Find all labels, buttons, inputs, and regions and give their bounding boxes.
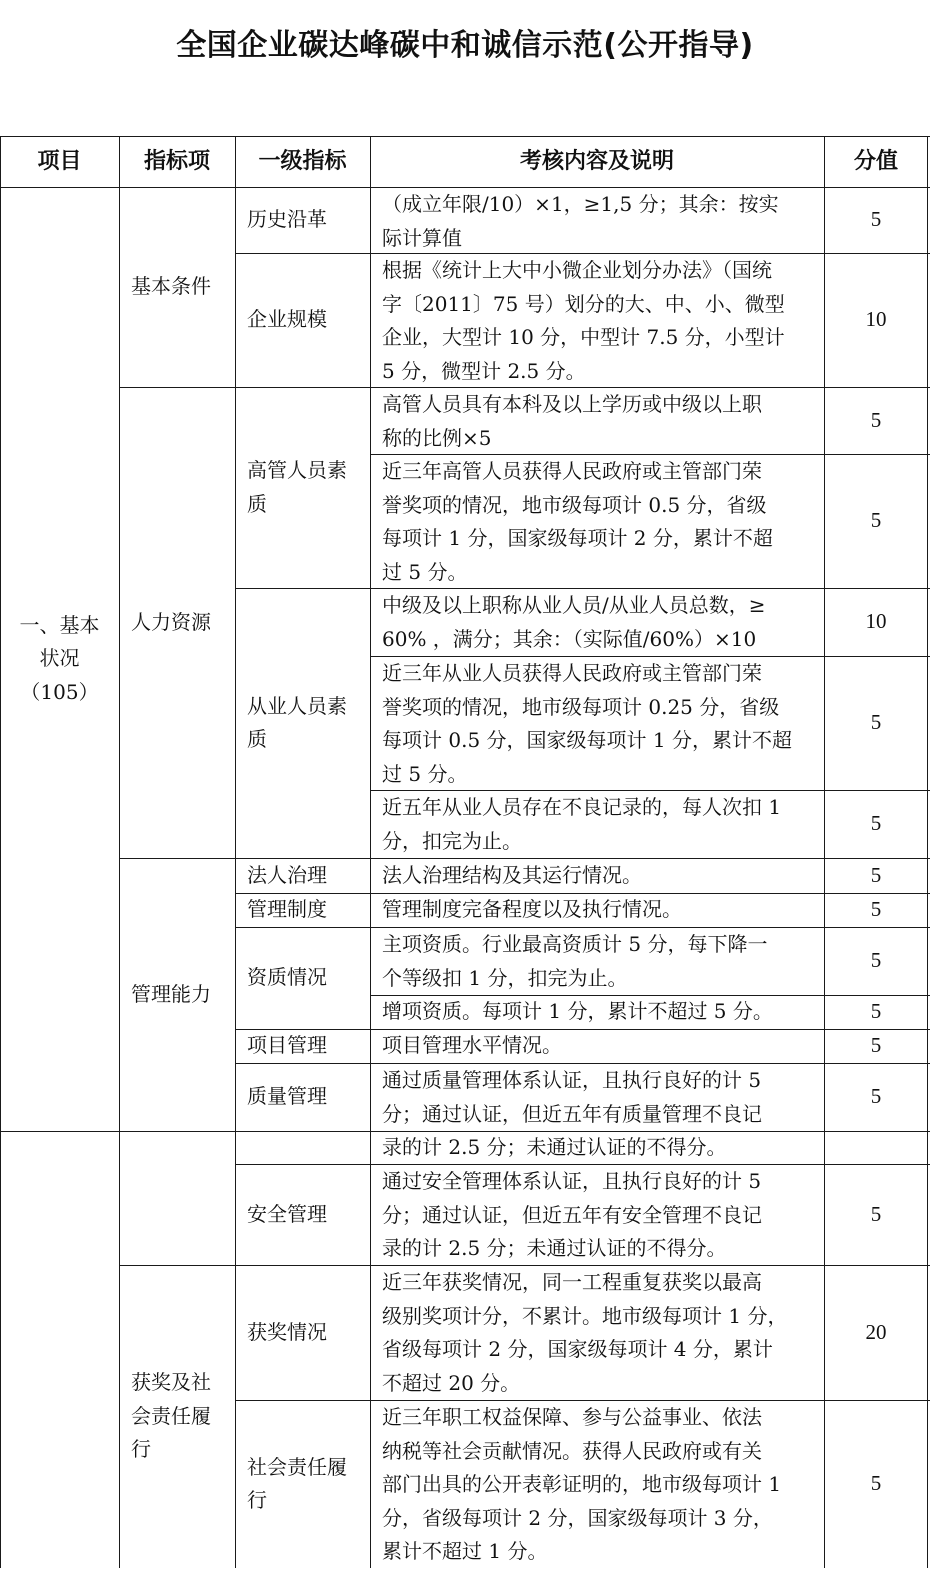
level1-employees-text	[247, 690, 347, 757]
category-management-ability	[119, 858, 235, 1131]
content-row-15	[370, 1164, 824, 1265]
score-row-12-line: 5	[870, 1033, 882, 1058]
col-border-2	[235, 136, 236, 1568]
score-row-5-text	[866, 605, 887, 639]
content-row-16-line: 省级每项计 2 分，国家级每项计 4 分，累计	[382, 1337, 773, 1361]
score-row-15-line: 5	[870, 1201, 882, 1226]
score-row-17	[824, 1400, 928, 1568]
content-separator	[370, 995, 930, 996]
category-separator	[119, 387, 930, 388]
header-project	[0, 136, 119, 187]
score-row-3	[824, 387, 928, 454]
category-basic-conditions-line: 基本条件	[131, 274, 211, 299]
table-top-border	[0, 136, 930, 137]
content-row-6-line: 誉奖项的情况，地市级每项计 0.25 分，省级	[382, 694, 780, 719]
score-row-4-line: 5	[870, 508, 882, 533]
page-break-border	[0, 1131, 930, 1132]
header-bottom-border	[0, 187, 930, 188]
header-score-text	[854, 145, 898, 179]
content-row-13	[370, 1063, 824, 1131]
content-row-4-line: 每项计 1 分，国家级每项计 2 分，累计不超	[382, 526, 773, 550]
content-row-5-line: 60% ，满分；其余：（实际值/60%）×10	[382, 626, 757, 651]
content-row-12-line: 项目管理水平情况。	[382, 1033, 562, 1058]
content-row-17	[370, 1400, 824, 1568]
header-project-text	[37, 145, 81, 179]
score-row-7	[824, 790, 928, 858]
content-row-14	[370, 1131, 824, 1164]
content-row-8-text	[382, 859, 642, 893]
level1-separator	[235, 1400, 930, 1401]
score-row-9-text	[871, 893, 882, 927]
score-row-7-line: 5	[870, 811, 882, 836]
level1-safety-mgmt	[235, 1164, 370, 1265]
score-row-10-line: 5	[870, 948, 882, 973]
level1-awards-line: 获奖情况	[247, 1319, 327, 1344]
score-row-5	[824, 588, 928, 656]
level1-governance-line: 法人治理	[247, 862, 327, 887]
level1-employees-line: 从业人员素	[247, 693, 347, 718]
content-separator	[370, 656, 930, 657]
score-row-16-text	[866, 1316, 887, 1350]
score-row-6-line: 5	[870, 710, 882, 735]
content-row-3-text	[382, 388, 762, 455]
content-row-17-line: 分，省级每项计 2 分，国家级每项计 3 分，	[382, 1505, 773, 1530]
content-separator	[370, 790, 930, 791]
content-row-4-line: 过 5 分。	[382, 559, 468, 584]
score-row-15	[824, 1164, 928, 1265]
content-row-1-line: 际计算值	[382, 225, 462, 250]
category-awards-social-text	[131, 1366, 211, 1467]
score-row-10	[824, 927, 928, 995]
level1-social	[235, 1400, 370, 1568]
score-row-5-line: 10	[865, 609, 887, 634]
content-row-15-line: 分；通过认证，但近五年有安全管理不良记	[382, 1202, 762, 1227]
content-row-4-line: 誉奖项的情况，地市级每项计 0.5 分，省级	[382, 492, 767, 517]
level1-safety-mgmt-line: 安全管理	[247, 1201, 327, 1226]
level1-awards-text	[247, 1316, 327, 1350]
header-level1	[235, 136, 370, 187]
level1-executives-line: 质	[247, 491, 267, 516]
content-row-15-line: 通过安全管理体系认证，且执行良好的计 5	[382, 1169, 762, 1193]
content-row-17-line: 近三年职工权益保障、参与公益事业、依法	[382, 1405, 762, 1429]
col-border-3	[370, 136, 371, 1568]
level1-scale-text	[247, 303, 327, 337]
content-row-7-text	[382, 791, 781, 858]
level1-system-text	[247, 893, 327, 927]
col-border-0	[0, 136, 1, 1568]
score-row-12	[824, 1029, 928, 1063]
level1-system	[235, 893, 370, 927]
content-row-4	[370, 454, 824, 588]
content-row-9	[370, 893, 824, 927]
score-row-10-text	[871, 944, 882, 978]
score-row-17-text	[871, 1467, 882, 1501]
content-row-5-line: 中级及以上职称从业人员/从业人员总数，≥	[382, 593, 766, 617]
category-basic-conditions	[119, 187, 235, 387]
score-row-2	[824, 253, 928, 387]
content-row-17-line: 纳税等社会贡献情况。获得人民政府或有关	[382, 1438, 762, 1463]
level1-social-line: 社会责任履	[247, 1454, 347, 1479]
level1-separator	[235, 1063, 930, 1064]
content-row-14-text	[382, 1131, 727, 1165]
level1-history-line: 历史沿革	[247, 207, 327, 232]
content-row-3	[370, 387, 824, 454]
level1-separator	[235, 893, 930, 894]
content-row-1-text	[382, 188, 779, 255]
content-row-3-line: 高管人员具有本科及以上学历或中级以上职	[382, 392, 762, 416]
category-awards-social-line: 会责任履	[131, 1403, 211, 1428]
content-row-13-line: 分；通过认证，但近五年有质量管理不良记	[382, 1101, 762, 1126]
level1-quality-mgmt-text	[247, 1080, 327, 1114]
score-row-12-text	[871, 1029, 882, 1063]
content-row-16-line: 不超过 20 分。	[382, 1370, 521, 1395]
content-row-12-text	[382, 1029, 562, 1063]
category-management-ability-line: 管理能力	[131, 981, 211, 1006]
header-content-line: 考核内容及说明	[519, 148, 674, 174]
category-human-resources-text	[131, 606, 211, 640]
content-row-10-line: 个等级扣 1 分，扣完为止。	[382, 965, 628, 990]
content-row-9-line: 管理制度完备程度以及执行情况。	[382, 897, 682, 922]
content-row-17-line: 部门出具的公开表彰证明的，地市级每项计 1	[382, 1472, 782, 1496]
content-row-1	[370, 187, 824, 253]
category-separator	[119, 858, 930, 859]
level1-project-mgmt-line: 项目管理	[247, 1033, 327, 1058]
header-score-line: 分值	[853, 148, 898, 174]
header-level1-text	[258, 145, 346, 179]
content-row-15-text	[382, 1165, 762, 1266]
content-row-2-line: 根据《统计上大中小微企业划分办法》（国统	[382, 258, 772, 282]
col-border-4	[824, 136, 825, 1568]
level1-governance	[235, 858, 370, 893]
level1-employees	[235, 588, 370, 858]
content-row-6-line: 每项计 0.5 分，国家级每项计 1 分，累计不超	[382, 728, 792, 752]
score-row-15-text	[871, 1198, 882, 1232]
score-row-11-text	[871, 995, 882, 1029]
level1-governance-text	[247, 859, 327, 893]
level1-quality-mgmt	[235, 1063, 370, 1131]
level1-safety-mgmt-text	[247, 1198, 327, 1232]
level1-social-text	[247, 1451, 347, 1518]
level1-project-mgmt	[235, 1029, 370, 1063]
project-basic-status-line: 一、基本	[19, 612, 100, 637]
content-row-10-text	[382, 928, 767, 995]
score-row-1-line: 5	[870, 207, 882, 232]
content-row-2-line: 企业，大型计 10 分，中型计 7.5 分，小型计	[382, 325, 785, 349]
content-row-2-text	[382, 254, 785, 388]
category-human-resources-line: 人力资源	[131, 609, 211, 634]
score-row-8-text	[871, 859, 882, 893]
header-indicator-line: 指标项	[143, 148, 210, 174]
content-row-2-line: 5 分，微型计 2.5 分。	[382, 358, 586, 383]
content-row-7-line: 分，扣完为止。	[382, 828, 522, 853]
score-row-13-line: 5	[870, 1084, 882, 1109]
score-row-13-text	[871, 1080, 882, 1114]
header-score	[824, 136, 928, 187]
content-row-10	[370, 927, 824, 995]
category-awards-social-line: 行	[131, 1437, 151, 1462]
score-row-9	[824, 893, 928, 927]
content-row-7	[370, 790, 824, 858]
level1-social-line: 行	[247, 1488, 267, 1512]
content-row-8-line: 法人治理结构及其运行情况。	[382, 862, 642, 887]
score-row-1	[824, 187, 928, 253]
level1-quality-mgmt-line: 质量管理	[247, 1084, 327, 1109]
content-row-16-text	[382, 1266, 787, 1400]
score-row-7-text	[871, 807, 882, 841]
level1-separator	[235, 1029, 930, 1030]
content-row-11-line: 增项资质。每项计 1 分，累计不超过 5 分。	[382, 999, 773, 1024]
content-row-7-line: 近五年从业人员存在不良记录的，每人次扣 1	[382, 795, 782, 819]
category-awards-social	[119, 1265, 235, 1568]
level1-separator	[235, 927, 930, 928]
score-row-8-line: 5	[870, 862, 882, 887]
level1-project-mgmt-text	[247, 1029, 327, 1063]
project-basic-status-line: （105）	[20, 679, 99, 704]
score-row-9-line: 5	[870, 897, 882, 922]
score-row-16-line: 20	[865, 1319, 887, 1344]
content-row-15-line: 录的计 2.5 分；未通过认证的不得分。	[382, 1236, 727, 1260]
content-row-16-line: 级别奖项计分，不累计。地市级每项计 1 分，	[382, 1303, 788, 1328]
header-project-line: 项目	[37, 148, 82, 174]
header-indicator-text	[144, 145, 210, 179]
score-row-2-text	[866, 303, 887, 337]
score-row-3-line: 5	[870, 407, 882, 432]
content-row-6-line: 近三年从业人员获得人民政府或主管部门荣	[382, 661, 762, 685]
content-row-2-line: 字〔2011〕75 号）划分的大、中、小、微型	[382, 291, 785, 316]
content-row-10-line: 主项资质。行业最高资质计 5 分，每下降一	[382, 932, 768, 956]
level1-scale-line: 企业规模	[247, 307, 327, 332]
content-row-16	[370, 1265, 824, 1400]
project-basic-status	[0, 187, 119, 1131]
level1-separator	[235, 588, 930, 589]
level1-qualification	[235, 927, 370, 1029]
content-row-6-text	[382, 657, 792, 791]
content-row-11	[370, 995, 824, 1029]
content-row-3-line: 称的比例×5	[382, 425, 492, 450]
score-row-2-line: 10	[865, 307, 887, 332]
content-row-17-text	[382, 1401, 781, 1569]
content-row-13-text	[382, 1064, 762, 1131]
project-basic-status-line: 状况	[39, 646, 80, 671]
score-row-16	[824, 1265, 928, 1400]
content-row-11-text	[382, 995, 773, 1029]
category-basic-conditions-text	[131, 270, 211, 304]
level1-executives-line: 高管人员素	[247, 458, 347, 482]
col-border-1	[119, 136, 120, 1568]
level1-history	[235, 187, 370, 253]
level1-history-text	[247, 203, 327, 237]
content-row-4-text	[382, 455, 773, 589]
category-human-resources	[119, 387, 235, 858]
level1-executives-text	[247, 454, 347, 521]
content-row-13-line: 通过质量管理体系认证，且执行良好的计 5	[382, 1068, 762, 1092]
header-content	[370, 136, 824, 187]
score-row-3-text	[871, 404, 882, 438]
header-indicator	[119, 136, 235, 187]
score-row-6-text	[871, 706, 882, 740]
level1-employees-line: 质	[247, 727, 267, 751]
header-level1-line: 一级指标	[258, 148, 347, 174]
level1-separator	[235, 253, 930, 254]
project-basic-status-text	[20, 609, 100, 710]
score-row-13	[824, 1063, 928, 1131]
content-row-6-line: 过 5 分。	[382, 761, 468, 786]
level1-scale	[235, 253, 370, 387]
score-row-6	[824, 656, 928, 790]
score-row-11-line: 5	[870, 999, 882, 1024]
col-border-5	[927, 136, 928, 1568]
header-content-text	[520, 145, 674, 179]
content-row-9-text	[382, 893, 682, 927]
content-row-5	[370, 588, 824, 656]
content-row-1-line: （成立年限/10）×1，≥1,5 分；其余：按实	[382, 192, 779, 216]
content-row-2	[370, 253, 824, 387]
content-row-5-text	[382, 589, 766, 656]
level1-qualification-text	[247, 961, 327, 995]
content-row-14-line: 录的计 2.5 分；未通过认证的不得分。	[382, 1134, 727, 1159]
score-row-8	[824, 858, 928, 893]
page-title: 全国企业碳达峰碳中和诚信示范(公开指导)	[176, 28, 754, 63]
score-row-17-line: 5	[870, 1471, 882, 1496]
score-row-11	[824, 995, 928, 1029]
level1-system-line: 管理制度	[247, 897, 327, 922]
score-row-4-text	[871, 504, 882, 538]
content-row-12	[370, 1029, 824, 1063]
content-row-16-line: 近三年获奖情况，同一工程重复获奖以最高	[382, 1270, 762, 1294]
content-separator	[370, 454, 930, 455]
content-row-8	[370, 858, 824, 893]
content-row-6	[370, 656, 824, 790]
content-row-17-line: 累计不超过 1 分。	[382, 1539, 548, 1563]
score-row-1-text	[871, 203, 882, 237]
content-row-4-line: 近三年高管人员获得人民政府或主管部门荣	[382, 459, 762, 483]
category-management-ability-text	[131, 978, 211, 1012]
level1-qualification-line: 资质情况	[247, 965, 327, 990]
category-awards-social-line: 获奖及社	[131, 1370, 211, 1395]
category-separator	[119, 1265, 930, 1266]
level1-executives	[235, 387, 370, 588]
score-row-4	[824, 454, 928, 588]
level1-separator	[235, 1164, 930, 1165]
level1-awards	[235, 1265, 370, 1400]
